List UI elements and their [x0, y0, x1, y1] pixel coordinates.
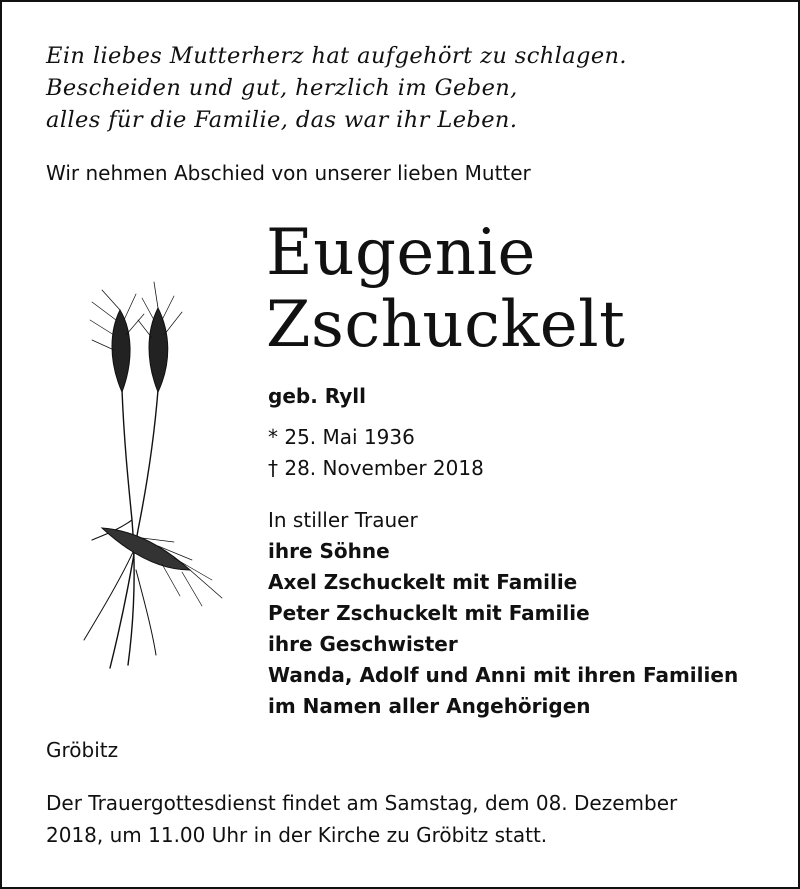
poem — [46, 40, 627, 136]
birth-name: geb. Ryll — [268, 384, 367, 408]
service-info — [46, 787, 677, 851]
mourners-line: Peter Zschuckelt mit Familie — [268, 601, 590, 625]
place: Gröbitz — [46, 738, 119, 762]
mourners-block — [268, 505, 738, 722]
deceased-last-name: Zschuckelt — [266, 288, 626, 362]
mourners-line: Wanda, Adolf und Anni mit ihren Familien — [268, 663, 739, 687]
poem-line: Ein liebes Mutterherz hat aufgehört zu schlagen. — [46, 43, 627, 69]
wheat-icon — [62, 280, 232, 670]
service-line: Der Trauergottesdienst findet am Samstag, dem 08. Dezember — [46, 791, 678, 815]
deceased-name — [266, 217, 625, 361]
poem-line: Bescheiden und gut, herzlich im Geben, — [46, 75, 518, 101]
service-line: 2018, um 11.00 Uhr in der Kirche zu Gröbitz statt. — [46, 823, 548, 847]
birth-date: * 25. Mai 1936 — [268, 425, 415, 449]
mourners-line: im Namen aller Angehörigen — [268, 694, 591, 718]
mourners-line: Axel Zschuckelt mit Familie — [268, 570, 578, 594]
mourners-line: ihre Geschwister — [268, 632, 458, 656]
mourners-intro: In stiller Trauer — [268, 508, 418, 532]
death-date: † 28. November 2018 — [268, 456, 484, 480]
intro-text: Wir nehmen Abschied von unserer lieben Mutter — [46, 161, 531, 185]
deceased-first-name: Eugenie — [266, 216, 536, 290]
poem-line: alles für die Familie, das war ihr Leben. — [46, 107, 518, 133]
mourners-line: ihre Söhne — [268, 539, 390, 563]
